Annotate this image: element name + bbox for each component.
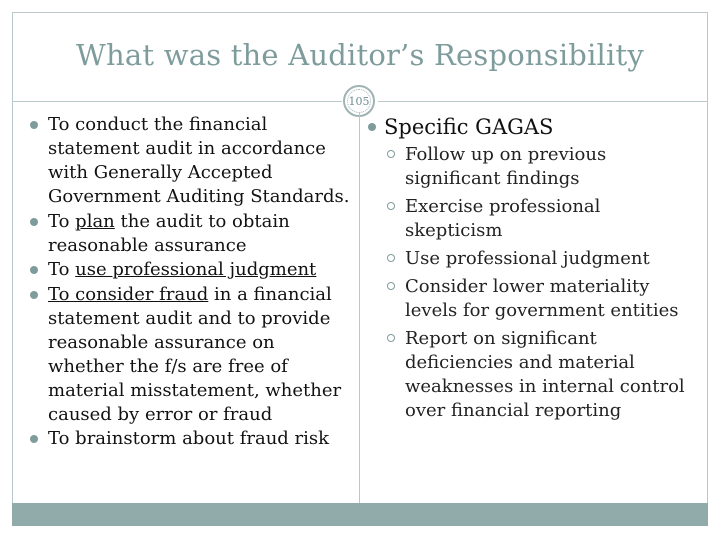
section-heading: [368, 113, 703, 141]
page-number: 105: [348, 94, 370, 108]
bullet-icon: [30, 291, 38, 299]
bullet-icon: [368, 123, 376, 131]
bullet-icon: [30, 218, 38, 226]
item-text: the audit to obtain reasonable assurance: [48, 210, 290, 256]
sub-list-item: [368, 327, 703, 423]
sub-item-text: Report on significant deficiencies and material weaknesses in internal control over financial reporting: [405, 328, 685, 421]
slide-title: What was the Auditor’s Responsibility: [76, 38, 644, 72]
item-text: To: [48, 259, 76, 280]
left-column: [30, 113, 350, 452]
item-text: To brainstorm about fraud risk: [48, 428, 330, 449]
item-text-underlined: To consider fraud: [48, 283, 209, 305]
circle-bullet-icon: [387, 150, 395, 158]
sub-list-item: [368, 195, 703, 243]
list-item: [30, 258, 350, 282]
circle-bullet-icon: [387, 254, 395, 262]
bullet-icon: [30, 121, 38, 129]
sub-item-text: Follow up on previous significant findings: [405, 144, 607, 189]
footer-bar: [12, 503, 708, 526]
item-text-underlined: use professional judgment: [75, 259, 317, 280]
title-rule-left: [12, 101, 342, 102]
list-item: [30, 427, 350, 451]
circle-bullet-icon: [387, 334, 395, 342]
list-item: [30, 113, 350, 209]
heading-text: Specific GAGAS: [384, 115, 554, 139]
sub-list-item: [368, 275, 703, 323]
item-text: in a financial statement audit and to provide reasonable assurance on whether the f/s are free of material misstatement, whether caused by error or fraud: [48, 283, 342, 425]
sub-list-item: [368, 247, 703, 271]
list-item: [30, 283, 350, 427]
bullet-icon: [30, 435, 38, 443]
sub-item-text: Exercise professional skepticism: [405, 196, 601, 241]
sub-item-text: Consider lower materiality levels for government entities: [405, 276, 679, 321]
item-text: To conduct the financial statement audit in accordance with Generally Accepted Government Auditing Standards.: [48, 114, 350, 207]
circle-bullet-icon: [387, 202, 395, 210]
sub-list-item: [368, 143, 703, 191]
list-item: [30, 210, 350, 258]
sub-item-text: Use professional judgment: [405, 248, 650, 269]
column-divider: [359, 112, 360, 503]
bullet-icon: [30, 266, 38, 274]
circle-bullet-icon: [387, 282, 395, 290]
title-rule-right: [378, 101, 708, 102]
item-text-underlined: plan: [75, 210, 115, 232]
right-column: [368, 113, 703, 427]
item-text: To: [48, 210, 76, 232]
